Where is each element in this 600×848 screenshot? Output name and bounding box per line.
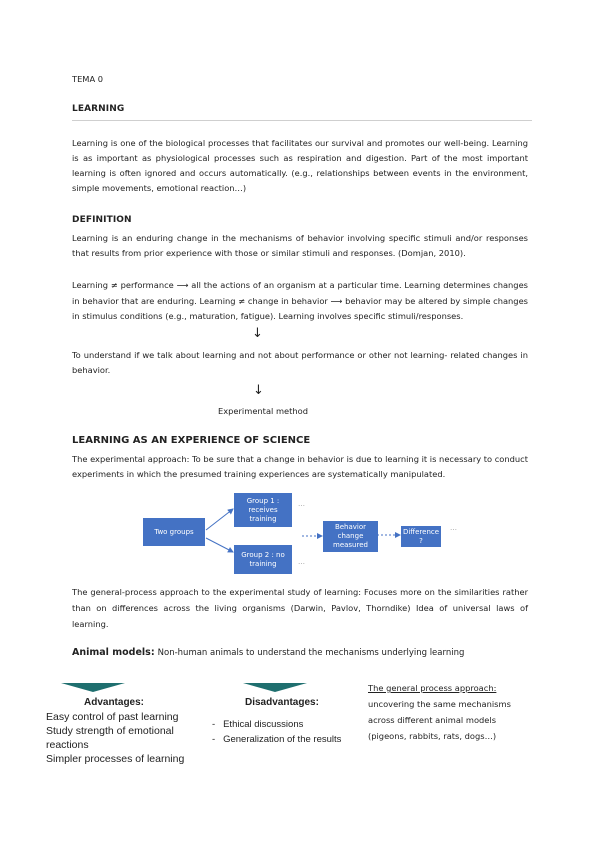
definition-paragraph-2: Learning ≠ performance ⟶ all the actions of an organism at a particular time. Learning determines changes in behavior that are enduring. Learning ≠ change in behavior ⟶ behavior may be altered by simple changes in stimulus conditions (e.g., maturation, fatigue). Learning involves specific stimuli/responses. bbox=[72, 280, 528, 321]
behavior-box: Behavior change measured bbox=[323, 521, 378, 552]
ellipsis: … bbox=[298, 500, 305, 508]
general-process-text: uncovering the same mechanisms across different animal models (pigeons, rabbits, rats, dogs…) bbox=[368, 699, 511, 741]
teal-triangle-icon bbox=[61, 683, 125, 692]
group2-box: Group 2 : no training bbox=[234, 545, 292, 574]
animal-models-text: Non-human animals to understand the mechanisms underlying learning bbox=[157, 648, 465, 658]
definition-paragraph-3: To understand if we talk about learning and not about performance or other not learning- related changes in behavior. bbox=[72, 350, 528, 375]
general-process-title: The general process approach: bbox=[368, 683, 497, 693]
list-item: Study strength of emotional reactions bbox=[46, 725, 174, 751]
learning-paragraph: Learning is one of the biological processes that facilitates our survival and promotes our well-being. Learning is as important as physiological processes such as respiration and digestion. Part of the most important learning is often ignored and occurs automatically. (e.g., relationships between events in the environment, simple movements, emotional reaction…) bbox=[72, 138, 528, 193]
science-paragraph-2: The general-process approach to the experimental study of learning: Focuses more on the similarities rather than on differences across the living organisms (Darwin, Pavlov, Thorndike) Idea of universal laws of learning. bbox=[72, 587, 528, 629]
tema-label: TEMA 0 bbox=[72, 74, 104, 84]
difference-box: Difference ? bbox=[401, 526, 441, 547]
ellipsis: … bbox=[450, 524, 457, 532]
animal-models-line bbox=[72, 647, 464, 658]
science-title: LEARNING AS AN EXPERIENCE OF SCIENCE bbox=[72, 435, 311, 446]
science-paragraph-1: The experimental approach: To be sure that a change in behavior is due to learning it is necessary to conduct experiments in which the presumed training experiences are systematically manipulated. bbox=[72, 454, 528, 479]
arrow-to-group2 bbox=[206, 538, 233, 552]
list-item: Simpler processes of learning bbox=[46, 753, 185, 765]
teal-triangle-icon bbox=[243, 683, 307, 692]
general-process-block bbox=[368, 680, 528, 744]
definition-title: DEFINITION bbox=[72, 215, 132, 225]
two-groups-box: Two groups bbox=[143, 518, 205, 546]
arrow-to-group1 bbox=[206, 509, 233, 530]
down-arrow-icon: ↓ bbox=[252, 326, 263, 341]
animal-models-label: Animal models: bbox=[72, 647, 155, 658]
group1-box: Group 1 : receives training bbox=[234, 493, 292, 527]
list-item: - Ethical discussions bbox=[212, 719, 304, 730]
ellipsis: … bbox=[298, 558, 305, 566]
advantages-title: Advantages: bbox=[84, 697, 145, 708]
down-arrow-icon: ↓ bbox=[253, 383, 264, 398]
definition-paragraph-1: Learning is an enduring change in the mechanisms of behavior involving specific stimuli and/or responses that results from prior experience with those or similar stimuli and responses. (Domjan, 2010). bbox=[72, 233, 528, 258]
experimental-method-label: Experimental method bbox=[218, 406, 309, 416]
learning-title: LEARNING bbox=[72, 104, 125, 114]
list-item: Easy control of past learning bbox=[46, 711, 179, 723]
disadvantages-list bbox=[212, 717, 341, 747]
disadvantages-title: Disadvantages: bbox=[245, 697, 319, 708]
list-item: - Generalization of the results bbox=[212, 734, 342, 745]
advantages-list bbox=[46, 710, 196, 766]
